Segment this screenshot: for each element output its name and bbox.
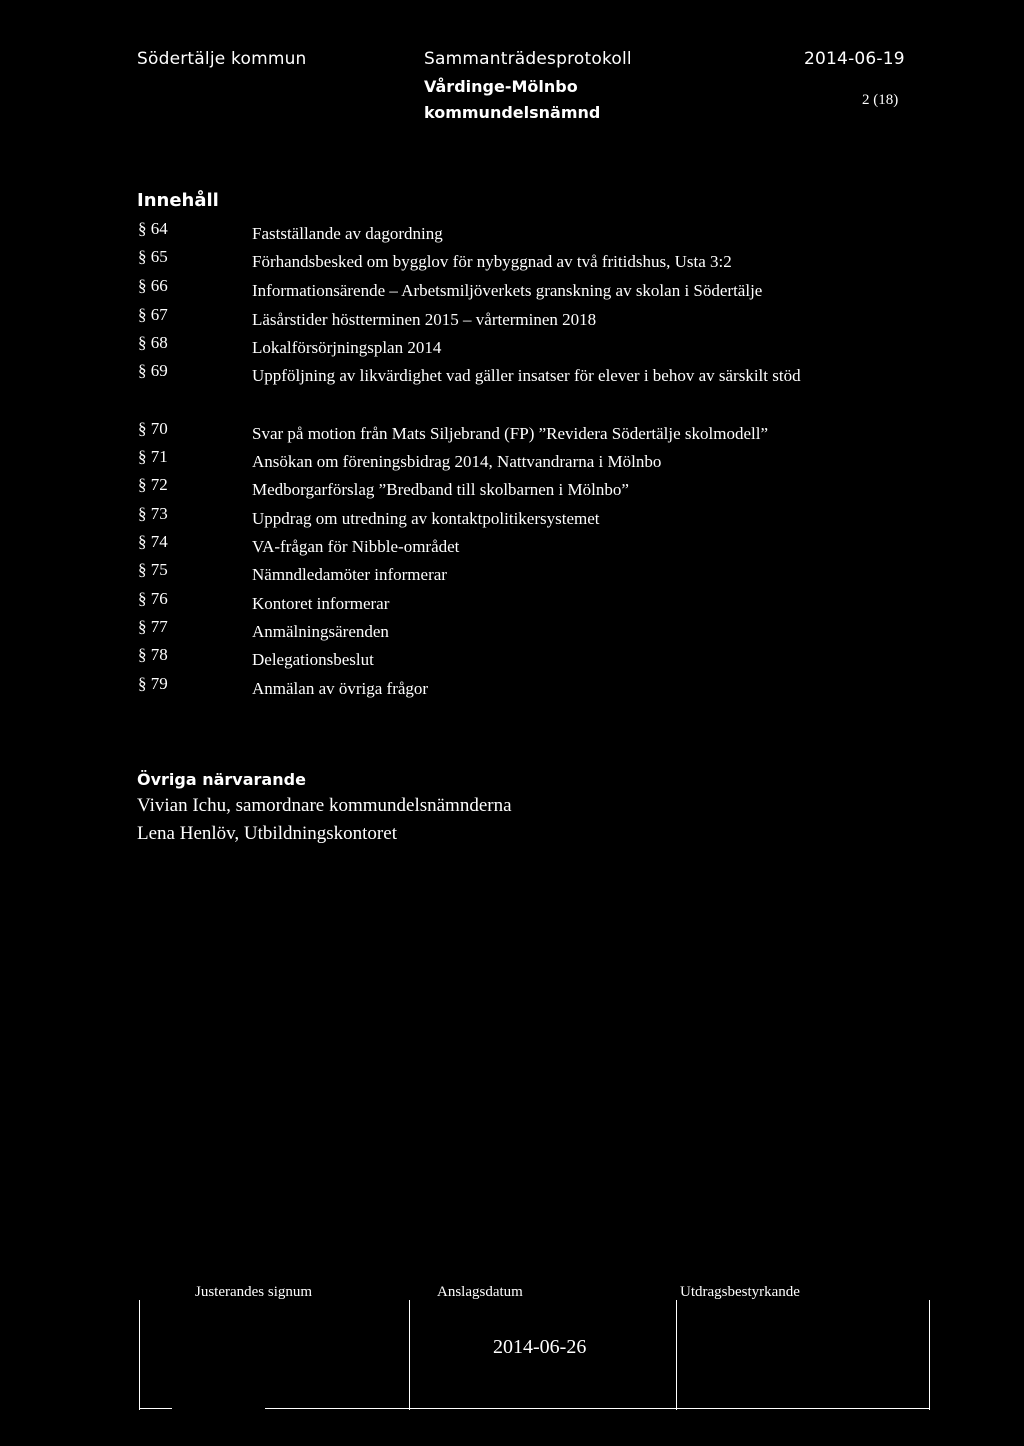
toc-item-title: Delegationsbeslut [252, 650, 374, 669]
toc-item-title: Läsårstider höstterminen 2015 – vårterminen 2018 [252, 310, 597, 329]
box-divider [929, 1300, 930, 1410]
board-name-line1: Vårdinge-Mölnbo [424, 77, 578, 96]
toc-item-title: Ansökan om föreningsbidrag 2014, Nattvandrarna i Mölnbo [252, 452, 662, 471]
attendee-item: Vivian Ichu, samordnare kommundelsnämnderna [137, 795, 512, 816]
attendee-item: Lena Henlöv, Utbildningskontoret [137, 823, 397, 844]
meeting-date: 2014-06-19 [804, 49, 905, 69]
toc-paragraph-number: § 67 [138, 305, 168, 324]
toc-row [0, 674, 1024, 702]
toc-paragraph-number: § 71 [138, 447, 168, 466]
box-divider [676, 1300, 677, 1410]
toc-item-title: Svar på motion från Mats Siljebrand (FP) ”Revidera Södertälje skolmodell” [252, 424, 769, 443]
posting-date-label: Anslagsdatum [437, 1284, 523, 1300]
toc-row [0, 645, 1024, 673]
toc-row [0, 447, 1024, 475]
toc-item-title: Informationsärende – Arbetsmiljöverkets granskning av skolan i Södertälje [252, 281, 763, 300]
toc-paragraph-number: § 78 [138, 645, 168, 664]
toc-item-title: VA-frågan för Nibble-området [252, 537, 460, 556]
toc-paragraph-number: § 77 [138, 617, 168, 636]
toc-row [0, 504, 1024, 532]
toc-paragraph-number: § 75 [138, 560, 168, 579]
toc-paragraph-number: § 70 [138, 419, 168, 438]
toc-paragraph-number: § 79 [138, 674, 168, 693]
toc-item-title: Uppföljning av likvärdighet vad gäller insatser för elever i behov av särskilt stöd [252, 366, 801, 385]
municipality-name: Södertälje kommun [137, 49, 307, 69]
toc-paragraph-number: § 73 [138, 504, 168, 523]
toc-row [0, 305, 1024, 333]
page-number: 2 (18) [862, 92, 899, 108]
toc-row [0, 219, 1024, 247]
toc-item-title: Anmälan av övriga frågor [252, 679, 429, 698]
toc-row [0, 617, 1024, 645]
toc-row [0, 276, 1024, 304]
toc-paragraph-number: § 64 [138, 219, 168, 238]
extract-certification-label: Utdragsbestyrkande [680, 1284, 800, 1300]
toc-row [0, 419, 1024, 447]
contents-title: Innehåll [137, 190, 219, 211]
toc-paragraph-number: § 65 [138, 247, 168, 266]
toc-item-title: Fastställande av dagordning [252, 224, 443, 243]
toc-item-title: Förhandsbesked om bygglov för nybyggnad av två fritidshus, Usta 3:2 [252, 252, 732, 271]
toc-item-title: Lokalförsörjningsplan 2014 [252, 338, 442, 357]
board-name-line2: kommundelsnämnd [424, 103, 601, 122]
toc-row [0, 475, 1024, 503]
toc-paragraph-number: § 76 [138, 589, 168, 608]
toc-paragraph-number: § 74 [138, 532, 168, 551]
toc-paragraph-number: § 72 [138, 475, 168, 494]
toc-item-title: Nämndledamöter informerar [252, 565, 447, 584]
box-bottom-line [139, 1408, 172, 1409]
toc-item-title: Kontoret informerar [252, 594, 390, 613]
document-type: Sammanträdesprotokoll [424, 49, 632, 69]
box-bottom-line [265, 1408, 929, 1409]
box-divider [139, 1300, 140, 1410]
box-divider [409, 1300, 410, 1410]
signature-label: Justerandes signum [195, 1284, 313, 1300]
toc-item-title: Uppdrag om utredning av kontaktpolitikersystemet [252, 509, 600, 528]
toc-row [0, 589, 1024, 617]
posting-date-value: 2014-06-26 [493, 1336, 587, 1358]
toc-row [0, 532, 1024, 560]
toc-item-title: Anmälningsärenden [252, 622, 389, 641]
toc-paragraph-number: § 66 [138, 276, 168, 295]
toc-paragraph-number: § 68 [138, 333, 168, 352]
attendees-title: Övriga närvarande [137, 770, 306, 789]
toc-row [0, 560, 1024, 588]
toc-row [0, 361, 1024, 417]
toc-paragraph-number: § 69 [138, 361, 168, 380]
toc-item-title: Medborgarförslag ”Bredband till skolbarnen i Mölnbo” [252, 480, 629, 499]
toc-row [0, 333, 1024, 361]
toc-row [0, 247, 1024, 275]
